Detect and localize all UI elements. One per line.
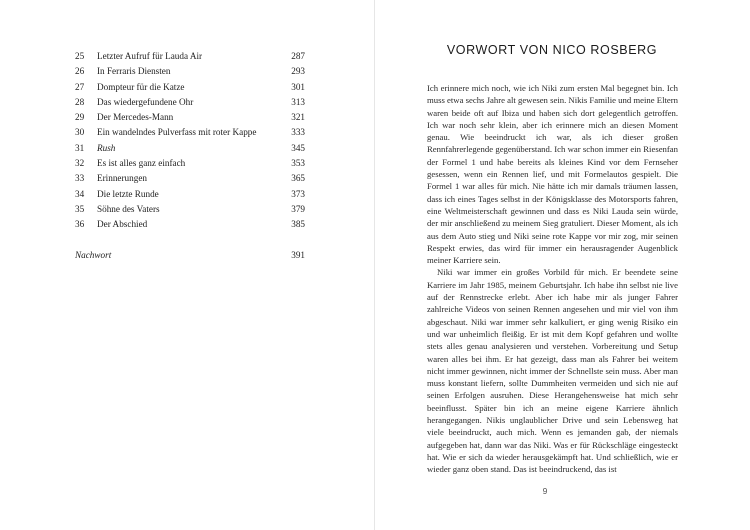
toc-entry-number: 30: [75, 127, 85, 138]
toc-entry-nachwort: [75, 248, 305, 263]
toc-entry-title: Die letzte Runde: [97, 188, 159, 199]
toc-entry-page: 385: [291, 219, 305, 230]
toc-entry-page: 321: [291, 112, 305, 123]
table-of-contents: [75, 49, 305, 263]
toc-entry-number: 31: [75, 142, 85, 153]
toc-entry-page: 293: [291, 66, 305, 77]
toc-entry-number: 34: [75, 188, 85, 199]
toc-entry: [75, 49, 305, 64]
toc-entry-number: 29: [75, 112, 85, 123]
toc-entry-page: 313: [291, 96, 305, 107]
page-number: 9: [542, 486, 548, 496]
toc-entry-page: 373: [291, 188, 305, 199]
toc-entry-title: Rush: [97, 142, 116, 153]
toc-entry-page: 345: [291, 142, 305, 153]
toc-entry-number: 28: [75, 96, 85, 107]
foreword-heading: VORWORT VON NICO ROSBERG: [446, 43, 658, 57]
foreword-paragraph: Niki war immer ein großes Vorbild für mich. Er beendete seine Karriere im Jahr 1985, meinem Geburtsjahr. Ich habe ihn selbst nie live auf der Rennstrecke erlebt. Aber ich habe mir als junger Fahrer zahlreiche Videos von seinen Rennen angesehen und mir viel von ihm abgeschaut. Niki war immer sehr kalkuliert, er ging wenig Risiko ein und war unheimlich fleißig. Er ist mit dem Kopf gefahren und wollte stets alles genau analysieren und verstehen. Vorbereitung und Setup waren alles bei ihm. Er hat gezeigt, dass man als Fahrer bei weitem nicht immer gewinnen, nicht immer der Schnellste sein muss. Aber man muss konstant liefern, sollte Dummheiten vermeiden und sich nie auf seinen Erfolgen ausruhen. Diese Herangehensweise hat mich sehr beeinflusst. Später bin ich an meine eigene Karriere ähnlich herangegangen. Nikis unglaublicher Drive und sein Lebensweg hat viele beeindruckt, auch mich. Wenn es jemanden gab, der niemals aufgegeben hat, dann war das Niki. Was er für Rückschläge eingesteckt hat. Wie er sich da wieder herausgekämpft hat. Und schließlich, wie er wieder ganz oben stand. Das ist beeindruckend, das ist: [427, 267, 678, 475]
foreword-body: [427, 82, 678, 476]
toc-entry: [75, 110, 305, 125]
toc-entry-number: 33: [75, 173, 85, 184]
toc-entry-title: Der Abschied: [97, 219, 148, 230]
toc-entry-title: Erinnerungen: [97, 173, 148, 184]
toc-entry: [75, 80, 305, 95]
toc-entry-title: In Ferraris Diensten: [97, 66, 171, 77]
toc-entry-title: Nachwort: [75, 249, 112, 260]
toc-entry-number: 26: [75, 66, 85, 77]
toc-entry-number: 35: [75, 203, 85, 214]
toc-entry-title: Es ist alles ganz einfach: [97, 158, 186, 169]
toc-spacer: [75, 233, 305, 248]
toc-entry-title: Ein wandelndes Pulverfass mit roter Kappe: [97, 127, 257, 138]
toc-entry: [75, 141, 305, 156]
toc-entry-page: 379: [291, 203, 305, 214]
toc-entry: [75, 171, 305, 186]
toc-entry-page: 301: [291, 81, 305, 92]
toc-entry: [75, 64, 305, 79]
toc-entry-title: Der Mercedes-Mann: [97, 112, 174, 123]
left-page: [0, 0, 374, 530]
toc-entry: [75, 187, 305, 202]
toc-entry-number: 32: [75, 158, 85, 169]
toc-entry: [75, 95, 305, 110]
toc-entry-title: Das wiedergefundene Ohr: [97, 96, 194, 107]
toc-entry-title: Söhne des Vaters: [97, 203, 160, 214]
toc-entry-number: 27: [75, 81, 85, 92]
toc-entry: [75, 217, 305, 232]
toc-entry-page: 365: [291, 173, 305, 184]
toc-entry-number: 36: [75, 219, 85, 230]
toc-entry: [75, 202, 305, 217]
toc-entry-page: 333: [291, 127, 305, 138]
toc-entry-page: 353: [291, 158, 305, 169]
toc-entry-page: 287: [291, 51, 305, 61]
toc-entry-number: 25: [75, 51, 85, 61]
toc-entry-title: Letzter Aufruf für Lauda Air: [97, 51, 203, 61]
toc-entry: [75, 125, 305, 140]
toc-entry-page: 391: [291, 249, 305, 260]
toc-entry: [75, 156, 305, 171]
toc-entry-title: Dompteur für die Katze: [97, 81, 185, 92]
foreword-paragraph: Ich erinnere mich noch, wie ich Niki zum ersten Mal begegnet bin. Ich muss etwa sechs Jahre alt gewesen sein. Nikis Familie und meine Eltern waren beide oft auf Ibiza und haben sich dort gelegentlich getroffen. Ich war noch sehr klein, aber ich erinnere mich an diesen Moment genau. Wie beeindruckt ich war, als ich dieser großen Rennfahrerlegende gegenüberstand. Ich war schon immer ein Riesenfan der Formel 1 und habe bereits als kleines Kind vor dem Fernseher gesessen, wenn ein Rennen lief, und mit Formelautos gespielt. Die Formel 1 war alles für mich. Nie hätte ich mir damals träumen lassen, dass ich eines Tages selbst in der Königsklasse des Motorsports fahren, eine Weltmeisterschaft gewinnen und dass es Niki Lauda sein würde, der mir anschließend zu meinem Sieg gratuliert. Dieser Moment, als ich aus dem Auto stieg und Niki seine rote Kappe vor mir zog, mir seinen Respekt erwies, das wird für immer ein herausragender Augenblick meiner Karriere sein.: [427, 83, 678, 266]
